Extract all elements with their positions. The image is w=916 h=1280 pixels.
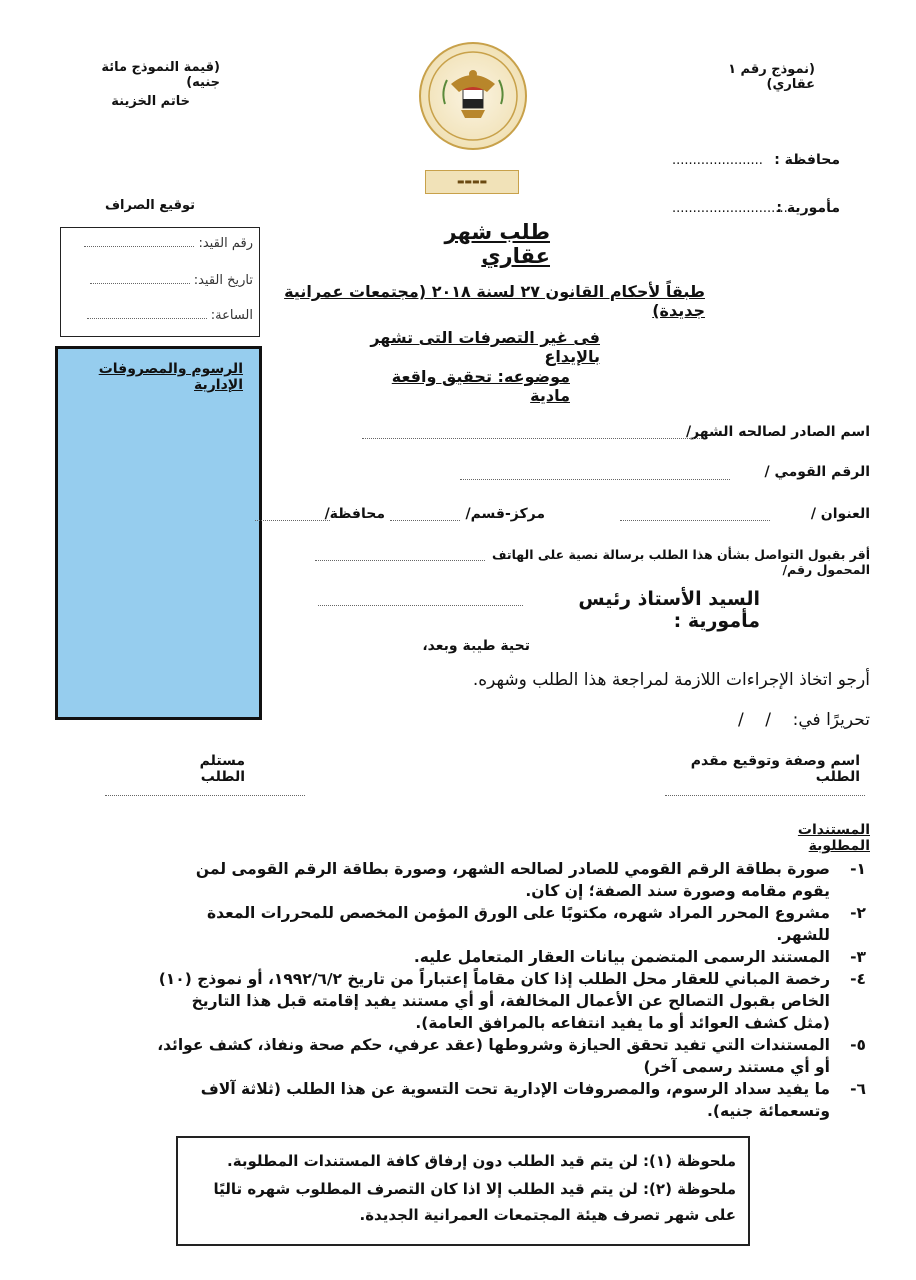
egypt-eagle-seal-icon xyxy=(419,42,527,150)
issued-for-field[interactable] xyxy=(362,438,702,439)
national-id-label: الرقم القومي / xyxy=(764,464,870,480)
mamoreya-label: مأمورية : xyxy=(776,200,840,216)
document-item: ٤- رخصة المباني للعقار محل الطلب إذا كان مقاماً إعتباراً من تاريخ ١٩٩٢/٦/٢، أو نموذج (١٠) الخاص بقبول التصالح عن الأعمال المخالفة، أو أي مستند يفيد إقامته قبل هذا التاريخ (مثل كشف العوائد أو ما يفيد انتفاعه بالمرافق العامة). xyxy=(158,970,866,1032)
notes-box xyxy=(176,1136,750,1246)
sms-phone-field[interactable] xyxy=(315,560,485,561)
form-number: (نموذج رقم ١ عقاري) xyxy=(728,62,815,92)
subtitle-law: طبقاً لأحكام القانون ٢٧ لسنة ٢٠١٨ (مجتمعات عمرانية جديدة) xyxy=(284,282,705,320)
seal-ribbon: ▬▬▬▬ xyxy=(425,170,519,194)
national-id-field[interactable] xyxy=(460,479,730,480)
governorate-field-label: محافظة/ xyxy=(324,506,385,522)
documents-list xyxy=(155,858,870,1122)
letter-body: أرجو اتخاذ الإجراءات اللازمة لمراجعة هذا الطلب وشهره. xyxy=(472,670,870,690)
document-item: ١- صورة بطاقة الرقم القومي للصادر لصالحه الشهر، وصورة بطاقة الرقم القومى لمن يقوم مقامه وصورة سند الصفة؛ إن كان. xyxy=(195,860,866,900)
receiver-label: مستلم الطلب xyxy=(199,753,245,785)
document-item: ٢- مشروع المحرر المراد شهره، مكتوبًا على الورق المؤمن المخصص للمحررات المعدة للشهر. xyxy=(206,904,866,944)
address-label: العنوان / xyxy=(810,506,870,522)
receiver-field[interactable] xyxy=(105,795,305,796)
subtitle-deposit: فى غير التصرفات التى تشهر بالإيداع xyxy=(370,328,600,366)
documents-title: المستندات المطلوبة xyxy=(797,822,870,854)
addressee-field[interactable] xyxy=(318,605,523,606)
subject: موضوعه: تحقيق واقعة مادية xyxy=(391,367,570,405)
greeting: تحية طيبة وبعد، xyxy=(422,638,530,654)
note-1: ملحوظة (١): لن يتم قيد الطلب دون إرفاق كافة المستندات المطلوبة. xyxy=(227,1152,736,1170)
applicant-signature-field[interactable] xyxy=(665,795,865,796)
governorate-field[interactable] xyxy=(255,520,330,521)
sms-consent-label: أقر بقبول التواصل بشأن هذا الطلب برسالة نصية على الهاتف المحمول رقم/ xyxy=(492,547,870,577)
note-2: ملحوظة (٢): لن يتم قيد الطلب إلا اذا كان التصرف المطلوب شهره تاليًا على شهر تصرف هيئة المجتمعات العمرانية الجديدة. xyxy=(213,1180,736,1224)
entry-date-label: تاريخ القيد: xyxy=(193,273,253,288)
mamoreya-dots: ............................ xyxy=(672,201,788,216)
document-item: ٦- ما يفيد سداد الرسوم، والمصروفات الإدارية تحت التسوية عن هذا الطلب (ثلاثة آلاف وتسعمائة جنيه). xyxy=(200,1080,866,1120)
document-item: ٥- المستندات التي تفيد تحقق الحيازة وشروطها (عقد عرفي، حكم صحة ونفاذ، كشف عوائد، أو أي مستند رسمى آخر) xyxy=(157,1036,866,1076)
issued-for-label: اسم الصادر لصالحه الشهر/ xyxy=(685,424,870,440)
markaz-label: مركز-قسم/ xyxy=(465,506,545,522)
document-item: ٣- المستند الرسمى المتضمن بيانات العقار المتعامل عليه. xyxy=(413,948,866,966)
address-field[interactable] xyxy=(620,520,770,521)
registration-stamp-box xyxy=(60,227,260,337)
form-value: (قيمة النموذج مائة جنيه) xyxy=(101,60,220,90)
treasury-stamp-label: خاتم الخزينة xyxy=(111,94,190,109)
governorate-label: محافظة : xyxy=(774,152,840,168)
applicant-signature-label: اسم وصفة وتوقيع مقدم الطلب xyxy=(690,753,860,785)
ministry-seal xyxy=(419,42,525,186)
markaz-field[interactable] xyxy=(390,520,460,521)
fees-box xyxy=(55,346,262,720)
fees-title: الرسوم والمصروفات الإدارية xyxy=(98,361,243,393)
time-label: الساعة: xyxy=(210,308,253,323)
entry-number-label: رقم القيد: xyxy=(198,236,253,251)
page-title: طلب شهر عقاري xyxy=(444,220,550,268)
letter-date: تحريرًا في: / / xyxy=(737,710,870,730)
cashier-signature-label: توقيع الصراف xyxy=(104,198,195,213)
governorate-dots: ...................... xyxy=(672,153,763,168)
addressee: السيد الأستاذ رئيس مأمورية : xyxy=(578,588,760,632)
